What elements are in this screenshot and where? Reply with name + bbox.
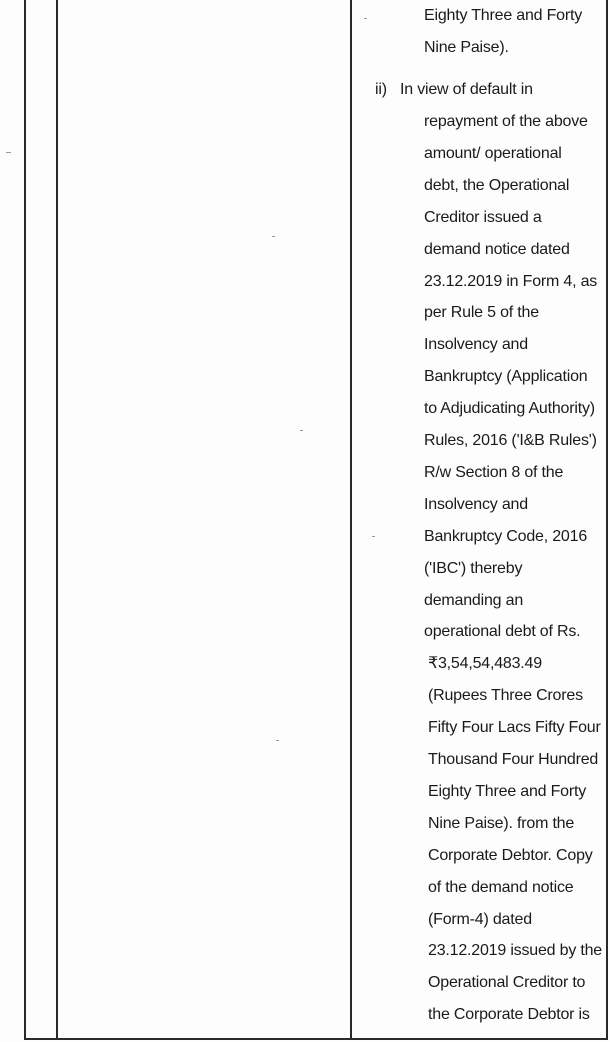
item-text-line: Operational Creditor to [428,974,586,992]
table-border-right [606,0,608,1040]
item-text-line: Rules, 2016 ('I&B Rules') [424,432,597,449]
item-text-line: demanding an [424,591,524,609]
table-border-middle [350,0,352,1040]
table-border-serial-column [56,0,58,1040]
item-text-line: of the demand notice [428,878,574,896]
continuation-line: Eighty Three and Forty [424,7,583,24]
item-text-line: 23.12.2019 in Form 4, as [424,272,598,290]
item-text-line: 23.12.2019 issued by the [428,942,603,960]
item-text-line: demand notice dated [424,240,570,258]
item-text-line: (Form-4) dated [428,910,532,928]
text-column [360,0,606,1042]
item-first-line: In view of default in [400,81,533,98]
item-text-line: Insolvency and [424,495,528,513]
item-text-line: the Corporate Debtor is [428,1006,590,1024]
item-text-line: R/w Section 8 of the [424,463,564,481]
item-marker: ii) [375,81,387,98]
item-text-line: Creditor issued a [424,208,542,226]
item-text-line: ('IBC') thereby [424,559,523,577]
item-text-line: amount/ operational [424,144,562,162]
item-text-line: debt, the Operational [424,176,570,194]
scan-speck [272,236,275,237]
item-text-line: (Rupees Three Crores [428,687,583,705]
item-text-line: Fifty Four Lacs Fifty Four [428,719,601,737]
item-text-line: Bankruptcy Code, 2016 [424,527,588,545]
item-text-line: Thousand Four Hundred [428,751,599,768]
item-text-line: Bankruptcy (Application [424,368,588,386]
item-text-line: ₹3,54,54,483.49 [428,655,542,673]
item-text-line: per Rule 5 of the [424,304,539,322]
item-text-line: repayment of the above [424,113,588,130]
scan-speck [276,740,279,741]
scan-speck [300,430,303,431]
item-text-line: Nine Paise). from the [428,814,575,832]
item-text-line: Corporate Debtor. Copy [428,846,593,864]
item-text-line: to Adjudicating Authority) [424,400,595,418]
continuation-line: Nine Paise). [424,39,509,56]
table-border-left [24,0,26,1040]
item-text-line: operational debt of Rs. [424,623,581,641]
item-text-line: Eighty Three and Forty [428,782,587,800]
item-text-line: Insolvency and [424,336,528,354]
scan-speck [6,152,11,153]
